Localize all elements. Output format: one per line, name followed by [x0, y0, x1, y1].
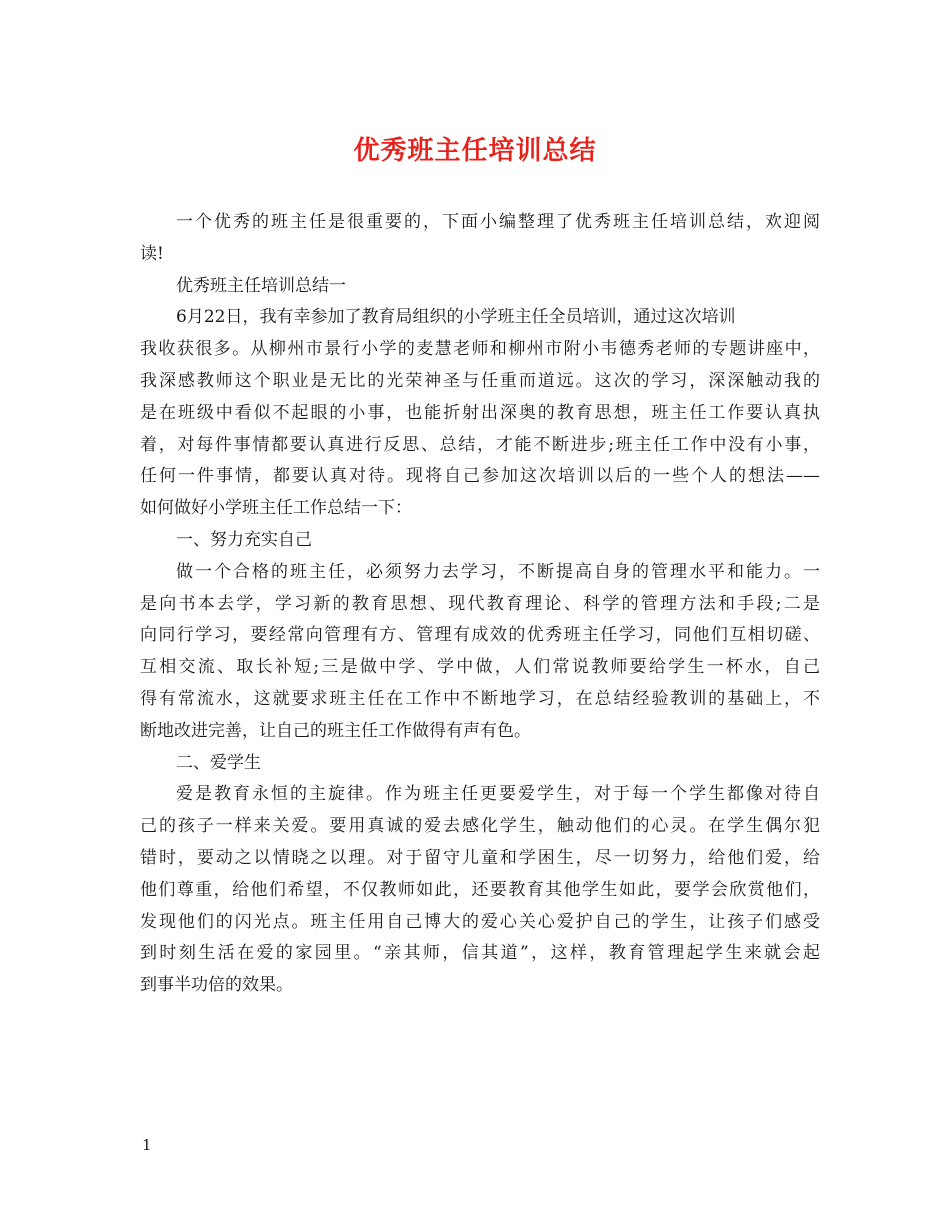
body-line: 6月22日，我有幸参加了教育局组织的小学班主任全员培训，通过这次培训: [176, 307, 736, 327]
body-line: 己的孩子一样来关爱。要用真诚的爱去感化学生，触动他们的心灵。在学生偶尔犯: [140, 816, 820, 836]
body-line: 到事半功倍的效果。: [140, 975, 293, 995]
body-line: 得有常流水，这就要求班主任在工作中不断地学习，在总结经验教训的基础上，不: [140, 689, 820, 709]
body-line: 他们尊重，给他们希望，不仅教师如此，还要教育其他学生如此，要学会欣赏他们，: [140, 880, 820, 900]
body-line: 我收获很多。从柳州市景行小学的麦慧老师和柳州市附小韦德秀老师的专题讲座中，: [140, 339, 820, 359]
body-line: 读!: [140, 244, 164, 264]
body-line: 如何做好小学班主任工作总结一下：: [140, 498, 412, 518]
body-line: 到时刻生活在爱的家园里。“亲其师，信其道”，这样，教育管理起学生来就会起: [140, 943, 820, 963]
body-line: 我深感教师这个职业是无比的光荣神圣与任重而道远。这次的学习，深深触动我的: [140, 371, 820, 391]
body-line: 断地改进完善，让自己的班主任工作做得有声有色。: [140, 721, 531, 741]
body-line: 是在班级中看似不起眼的小事，也能折射出深奥的教育思想，班主任工作要认真执: [140, 403, 820, 423]
body-line: 任何一件事情，都要认真对待。现将自己参加这次培训以后的一些个人的想法——: [140, 466, 820, 486]
body-line: 做一个合格的班主任，必须努力去学习，不断提高自身的管理水平和能力。一: [176, 562, 820, 582]
body-line: 是向书本去学，学习新的教育思想、现代教育理论、科学的管理方法和手段;二是: [140, 594, 820, 614]
page-number: 1: [142, 1136, 152, 1154]
body-line: 爱是教育永恒的主旋律。作为班主任更要爱学生，对于每一个学生都像对待自: [176, 784, 820, 804]
body-line: 一个优秀的班主任是很重要的，下面小编整理了优秀班主任培训总结，欢迎阅: [176, 212, 820, 232]
body-line: 优秀班主任培训总结一: [176, 276, 346, 296]
body-line: 互相交流、取长补短;三是做中学、学中做，人们常说教师要给学生一杯水，自己: [140, 657, 820, 677]
body-line: 发现他们的闪光点。班主任用自己博大的爱心关心爱护自己的学生，让孩子们感受: [140, 912, 820, 932]
body-line: 向同行学习，要经常向管理有方、管理有成效的优秀班主任学习，同他们互相切磋、: [140, 625, 820, 645]
body-line: 错时，要动之以情晓之以理。对于留守儿童和学困生，尽一切努力，给他们爱，给: [140, 848, 820, 868]
body-line: 一、努力充实自己: [176, 530, 312, 550]
body-line: 二、爱学生: [176, 753, 261, 773]
body-line: 着，对每件事情都要认真进行反思、总结，才能不断进步;班主任工作中没有小事，: [140, 435, 820, 455]
document-title: 优秀班主任培训总结: [353, 136, 597, 166]
